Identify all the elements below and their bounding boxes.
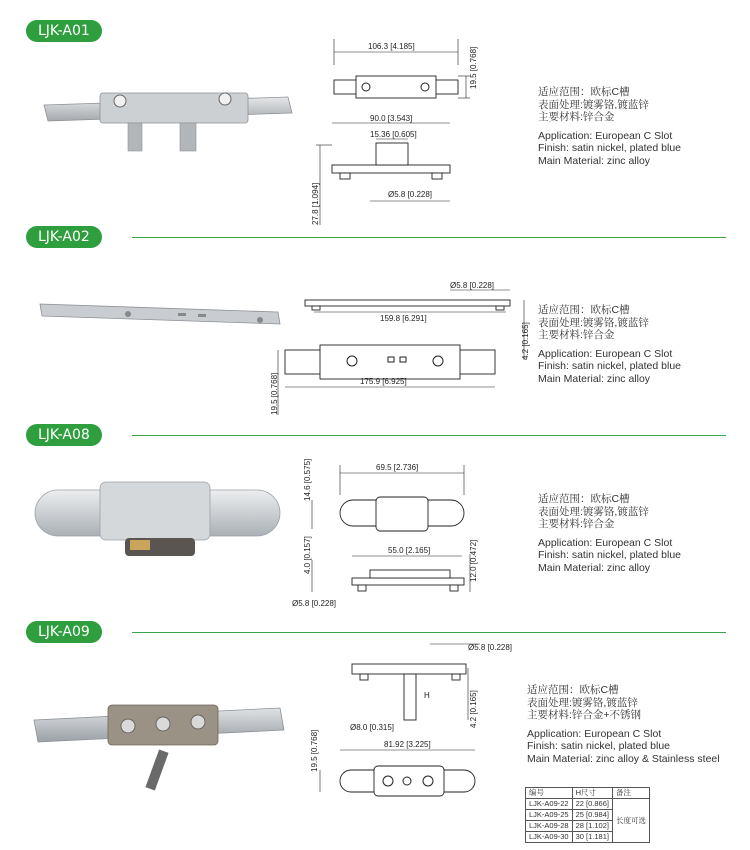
vertical-dimension [520, 300, 530, 370]
spec-text [538, 493, 681, 574]
spec-en-application: Application: European C Slot [538, 536, 673, 549]
dimension-label: 14.6 [0.575] [303, 458, 312, 501]
side-view-drawing [340, 640, 520, 730]
table-row [526, 799, 650, 810]
top-view-drawing [310, 718, 490, 800]
spec-cn-range: 适应范围：欧标C槽 [538, 304, 630, 316]
spec-en-material: Main Material: zinc alloy [538, 154, 651, 167]
spec-cn-material: 主要材料:锌合金 [538, 111, 615, 123]
section-divider [132, 632, 726, 633]
top-view-drawing [330, 35, 480, 115]
spec-text [538, 86, 681, 167]
table-cell: 28 [1.102] [572, 821, 612, 832]
dimension-label: 69.5 [2.736] [376, 463, 419, 472]
dimension-label: 4.0 [0.157] [303, 536, 312, 574]
top-view-drawing [300, 455, 480, 545]
dimension-label: Ø5.8 [0.228] [292, 599, 337, 608]
side-view-drawing [310, 115, 470, 230]
dimension-label: 19.5 [0.768] [469, 46, 478, 89]
table-cell: 30 [1.181] [572, 832, 612, 843]
dimension-label: Ø8.0 [0.315] [350, 723, 395, 732]
spec-en-material: Main Material: zinc alloy [538, 561, 651, 574]
table-cell: 22 [0.866] [572, 799, 612, 810]
dimension-label: 159.8 [6.291] [380, 314, 427, 323]
dimension-label: 90.0 [3.543] [370, 114, 413, 123]
spec-en-application: Application: European C Slot [538, 129, 673, 142]
table-header-cell: H尺寸 [572, 788, 612, 799]
top-view-drawing [270, 345, 520, 420]
spec-cn-material: 主要材料:锌合金 [538, 329, 615, 341]
dimension-label: 19.5 [0.768] [270, 372, 279, 415]
spec-en-finish: Finish: satin nickel, plated blue [538, 142, 681, 154]
spec-cn-range: 适应范围：欧标C槽 [538, 86, 630, 98]
spec-cn-finish: 表面处理:镀雾铬,镀蓝锌 [538, 505, 649, 518]
product-code-badge: LJK-A08 [26, 424, 102, 446]
spec-cn-material: 主要材料:锌合金+不锈钢 [527, 709, 642, 721]
table-cell: LJK-A09-28 [526, 821, 573, 832]
table-cell: LJK-A09-25 [526, 810, 573, 821]
section-divider [132, 237, 726, 238]
product-photo [30, 480, 285, 565]
side-view-drawing [292, 536, 480, 610]
dimension-label: 175.9 [6.925] [360, 377, 407, 386]
product-photo [38, 300, 283, 330]
spec-en-material: Main Material: zinc alloy & Stainless steel [527, 752, 720, 765]
product-code-badge: LJK-A09 [26, 621, 102, 643]
spec-en-application: Application: European C Slot [527, 727, 662, 740]
dimension-label: Ø5.8 [0.228] [388, 190, 433, 199]
section-divider [132, 435, 726, 436]
product-photo [30, 690, 290, 800]
spec-cn-finish: 表面处理:镀雾铬,镀蓝锌 [538, 98, 649, 111]
spec-cn-finish: 表面处理:镀雾铬,镀蓝锌 [538, 316, 649, 329]
product-code-badge: LJK-A02 [26, 226, 102, 248]
dimension-label: 106.3 [4.185] [368, 42, 415, 51]
product-code-badge: LJK-A01 [26, 20, 102, 42]
dimension-label: H [424, 691, 430, 700]
length-table [525, 787, 650, 843]
dimension-label: Ø5.8 [0.228] [450, 281, 495, 290]
dimension-label: Ø5.8 [0.228] [468, 643, 513, 652]
spec-en-material: Main Material: zinc alloy [538, 372, 651, 385]
dimension-label: 15.36 [0.605] [370, 130, 417, 139]
spec-en-application: Application: European C Slot [538, 347, 673, 360]
spec-en-finish: Finish: satin nickel, plated blue [527, 740, 670, 752]
dimension-label: 4.2 [0.165] [469, 690, 478, 728]
spec-cn-material: 主要材料:锌合金 [538, 518, 615, 530]
spec-en-finish: Finish: satin nickel, plated blue [538, 549, 681, 561]
table-header-cell: 编号 [526, 788, 573, 799]
spec-text [538, 304, 681, 385]
spec-text [527, 684, 720, 765]
dimension-label: 27.8 [1.094] [311, 182, 320, 225]
table-header-row [526, 788, 650, 799]
table-header-cell: 备注 [612, 788, 649, 799]
spec-cn-range: 适应范围：欧标C槽 [527, 684, 619, 696]
dimension-label: 4.2 [0.165] [521, 322, 530, 360]
dimension-label: 12.0 [0.472] [469, 539, 478, 582]
dimension-label: 19.5 [0.768] [310, 729, 319, 772]
table-cell: LJK-A09-30 [526, 832, 573, 843]
dimension-label: 55.0 [2.165] [388, 546, 431, 555]
product-photo [40, 85, 300, 165]
spec-cn-finish: 表面处理:镀雾铬,镀蓝锌 [527, 696, 638, 709]
table-cell: LJK-A09-22 [526, 799, 573, 810]
side-view-drawing [300, 280, 530, 323]
table-note-cell: 长度可选 [612, 799, 649, 843]
spec-cn-range: 适应范围：欧标C槽 [538, 493, 630, 505]
table-cell: 25 [0.984] [572, 810, 612, 821]
dimension-label: 81.92 [3.225] [384, 740, 431, 749]
spec-en-finish: Finish: satin nickel, plated blue [538, 360, 681, 372]
